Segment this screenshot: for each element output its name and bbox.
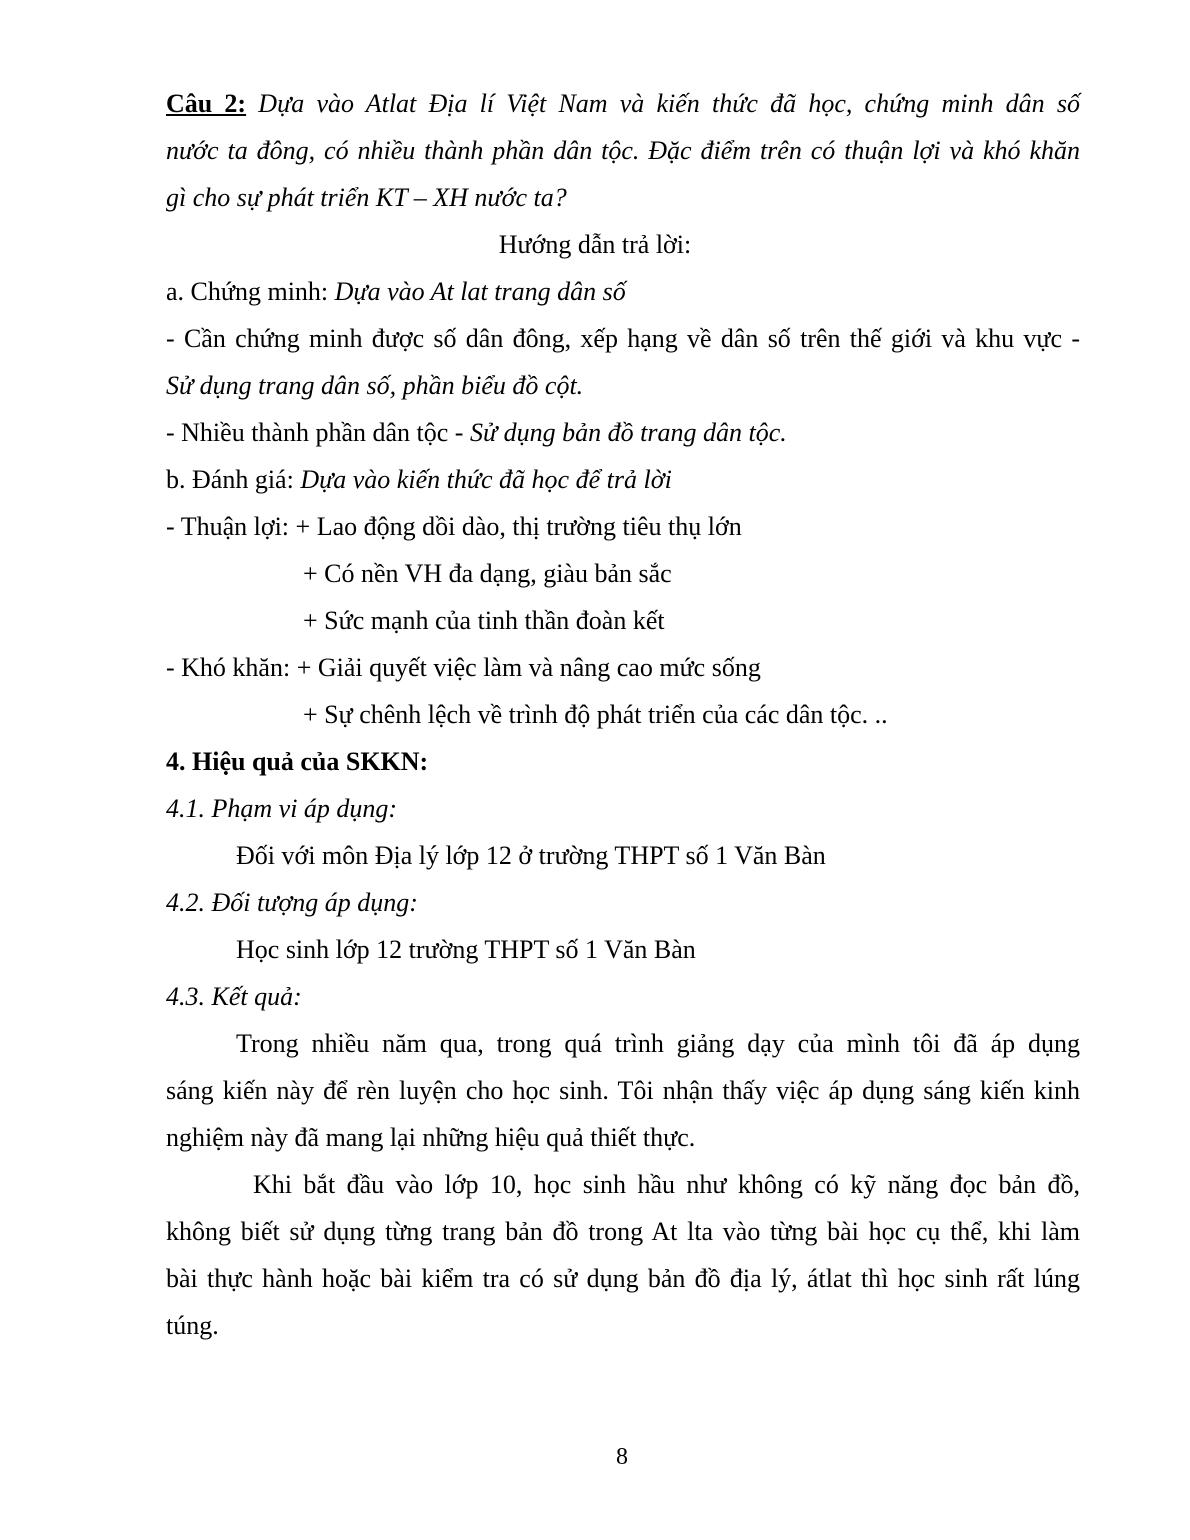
advantage-label: - Thuận lợi: — [166, 512, 296, 541]
result-paragraph-2-line-3: bài thực hành hoặc bài kiểm tra có sử dụng bản đồ địa lý, átlat thì học sinh rất lúng — [166, 1264, 1080, 1293]
guide-b-label: b. Đánh giá: — [166, 465, 301, 494]
guide-b-line — [166, 465, 672, 495]
guide-a-text: Dựa vào At lat trang dân số — [334, 277, 626, 306]
guide-a2-plain: - Nhiều thành phần dân tộc - — [166, 418, 470, 447]
guide-a2-italic: Sử dụng bản đồ trang dân tộc. — [469, 418, 787, 447]
difficulty-label: - Khó khăn: — [166, 653, 297, 682]
page-number: 8 — [616, 1444, 628, 1470]
guide-a-line — [166, 277, 626, 307]
difficulty-item-1: + Giải quyết việc làm và nâng cao mức sống — [296, 653, 761, 682]
advantage-item-3: + Sức mạnh của tinh thần đoàn kết — [303, 606, 665, 635]
difficulty-line-1 — [166, 653, 761, 683]
result-paragraph-2-line-4: túng. — [166, 1311, 219, 1340]
difficulty-item-2: + Sự chênh lệch về trình độ phát triển của các dân tộc. .. — [303, 700, 888, 729]
advantage-item-2: + Có nền VH đa dạng, giàu bản sắc — [303, 559, 672, 588]
question-line-1 — [166, 89, 1080, 119]
section-4-1-text: Đối với môn Địa lý lớp 12 ở trường THPT số 1 Văn Bàn — [236, 841, 826, 870]
result-paragraph-1-line-1: Trong nhiều năm qua, trong quá trình giảng dạy của mình tôi đã áp dụng — [236, 1029, 1080, 1058]
section-4-3-title: 4.3. Kết quả: — [166, 982, 302, 1011]
result-paragraph-1-line-3: nghiệm này đã mang lại những hiệu quả thiết thực. — [166, 1123, 696, 1152]
question-line-3: gì cho sự phát triển KT – XH nước ta? — [166, 183, 567, 212]
result-paragraph-1-line-2: sáng kiến này để rèn luyện cho học sinh. Tôi nhận thấy việc áp dụng sáng kiến kinh — [166, 1076, 1080, 1105]
advantage-item-1: + Lao động dồi dào, thị trường tiêu thụ lớn — [295, 512, 742, 541]
advantage-line-1 — [166, 512, 742, 542]
guide-a1-line-1: - Cần chứng minh được số dân đông, xếp hạng về dân số trên thế giới và khu vực - — [166, 324, 1080, 353]
question-text-1: Dựa vào Atlat Địa lí Việt Nam và kiến thức đã học, chứng minh dân số — [258, 89, 1080, 118]
guide-heading: Hướng dẫn trả lời: — [498, 230, 692, 259]
guide-a2-line — [166, 418, 787, 448]
result-paragraph-2-line-1: Khi bắt đầu vào lớp 10, học sinh hầu như không có kỹ năng đọc bản đồ, — [253, 1170, 1080, 1199]
question-label: Câu 2: — [166, 89, 247, 118]
result-paragraph-2-line-2: không biết sử dụng từng trang bản đồ trong At lta vào từng bài học cụ thể, khi làm — [166, 1217, 1080, 1246]
section-4-title: 4. Hiệu quả của SKKN: — [166, 747, 429, 776]
section-4-2-text: Học sinh lớp 12 trường THPT số 1 Văn Bàn — [236, 935, 696, 964]
question-line-2: nước ta đông, có nhiều thành phần dân tộc. Đặc điểm trên có thuận lợi và khó khăn — [166, 136, 1080, 165]
guide-a1-line-2: Sử dụng trang dân số, phần biểu đồ cột. — [166, 371, 584, 400]
section-4-1-title: 4.1. Phạm vi áp dụng: — [166, 794, 398, 823]
guide-b-text: Dựa vào kiến thức đã học để trả lời — [300, 465, 672, 494]
guide-a-label: a. Chứng minh: — [166, 277, 335, 306]
section-4-2-title: 4.2. Đối tượng áp dụng: — [166, 888, 418, 917]
